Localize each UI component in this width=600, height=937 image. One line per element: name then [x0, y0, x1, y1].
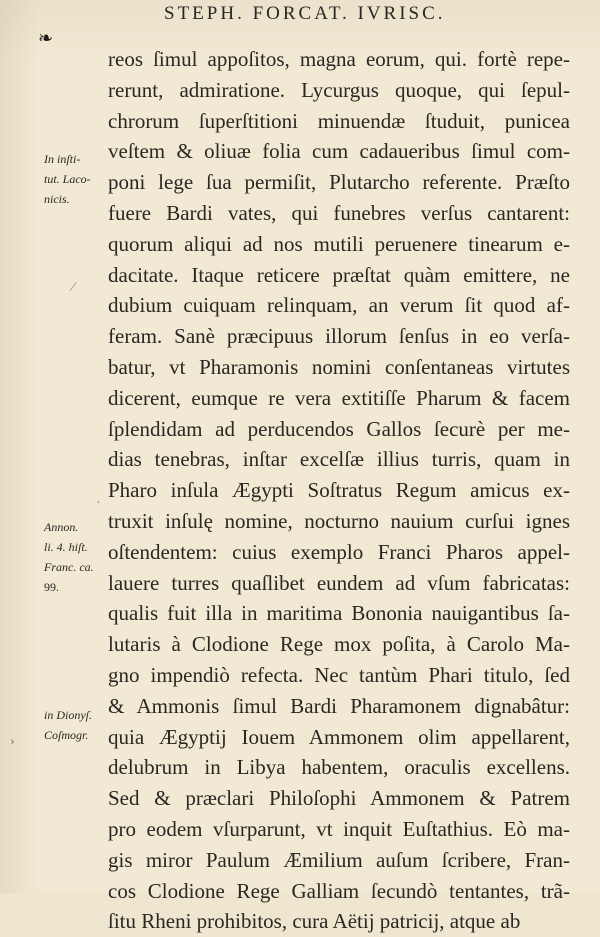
margin-note-line: in Dionyſ. — [44, 708, 92, 722]
text-line: quia Ægyptij Iouem Ammonem olim appellarent, — [108, 724, 570, 749]
margin-note-dionys-cosmogr — [44, 705, 106, 745]
main-text-block — [108, 44, 570, 937]
margin-note-line: In inſti- — [44, 152, 81, 166]
margin-note-annon — [44, 517, 106, 597]
text-line: batur, vt Pharamonis nomini conſentaneas virtutes — [108, 354, 570, 379]
text-line: lutaris à Clodione Rege mox poſita, à Carolo Ma- — [108, 632, 570, 657]
text-line: feram. Sanè præcipuus illorum ſenſus in eo verſa- — [108, 324, 570, 349]
text-line: quorum aliqui ad nos mutili peruenere tinearum e- — [108, 231, 570, 256]
fleuron-ornament: ❧ — [38, 28, 54, 48]
stray-dot-mark: · — [96, 496, 101, 511]
text-line: fuere Bardi vates, qui funebres verſus cantarent: — [108, 200, 570, 225]
margin-note-line: Franc. ca. — [44, 560, 94, 574]
margin-note-instit-laconicis — [44, 149, 106, 209]
margin-note-line: 99. — [44, 580, 59, 594]
text-line: pro eodem vſurparunt, vt inquit Euſtathius. Eò ma- — [108, 816, 570, 841]
text-line: rerunt, admiratione. Lycurgus quoque, qui ſepul- — [108, 77, 570, 102]
text-line: veſtem & oliuæ folia cum cadaueribus ſimul com- — [108, 139, 570, 164]
text-line: & Ammonis ſimul Bardi Pharamonem dignabâtur: — [108, 693, 570, 718]
text-line: poni lege ſua permiſit, Plutarcho referente. Præſto — [108, 170, 570, 195]
text-line: oſtendentem: cuius exemplo Franci Pharos appel- — [108, 539, 570, 564]
text-line: dicerent, eumque re vera extitiſſe Pharum & facem — [108, 385, 570, 410]
text-line: Pharo inſula Ægypti Soſtratus Regum amicus ex- — [108, 478, 570, 503]
text-line: delubrum in Libya habentem, oraculis excellens. — [108, 755, 570, 780]
text-line: qualis fuit illa in maritima Bononia nauigantibus ſa- — [108, 601, 570, 626]
margin-note-line: tut. Laco- — [44, 172, 91, 186]
text-line: truxit inſulę nomine, nocturno nauium curſui ignes — [108, 508, 570, 533]
text-line: Sed & præclari Philoſophi Ammonem & Patrem — [108, 786, 570, 811]
text-line: chrorum ſuperſtitioni minuendæ ſtuduit, punicea — [108, 108, 570, 133]
running-head: STEPH. FORCAT. IVRISC. — [164, 3, 446, 24]
margin-note-line: nicis. — [44, 192, 70, 206]
text-line: gis miror Paulum Æmilium auſum ſcribere, Fran- — [108, 847, 570, 872]
margin-note-line: li. 4. hiſt. — [44, 540, 88, 554]
text-line: gno impendiò refecta. Nec tantùm Phari titulo, ſed — [108, 662, 570, 687]
margin-note-line: Coſmogr. — [44, 728, 89, 742]
stray-edge-mark: › — [10, 734, 15, 749]
text-line: ſplendidam ad perducendos Gallos ſecurè per me- — [108, 416, 570, 441]
text-line: lauere turres quaſlibet eundem ad vſum fabricatas: — [108, 570, 570, 595]
text-line: reos ſimul appoſitos, magna eorum, qui. fortè repe- — [108, 47, 570, 71]
stray-pen-mark: ⁄ — [72, 280, 75, 295]
text-line: dias tenebras, inſtar excelſæ illius turris, quam in — [108, 447, 570, 472]
text-line: dacitate. Itaque reticere præſtat quàm emittere, ne — [108, 262, 570, 287]
text-line: ſitu Rheni prohibitos, cura Aëtij patricij, atque ab — [108, 909, 521, 934]
text-line: cos Clodione Rege Galliam ſecundò tentantes, trã- — [108, 878, 570, 903]
text-line: dubium cuiquam relinquam, an verum ſit quod af- — [108, 293, 570, 318]
margin-note-line: Annon. — [44, 520, 79, 534]
